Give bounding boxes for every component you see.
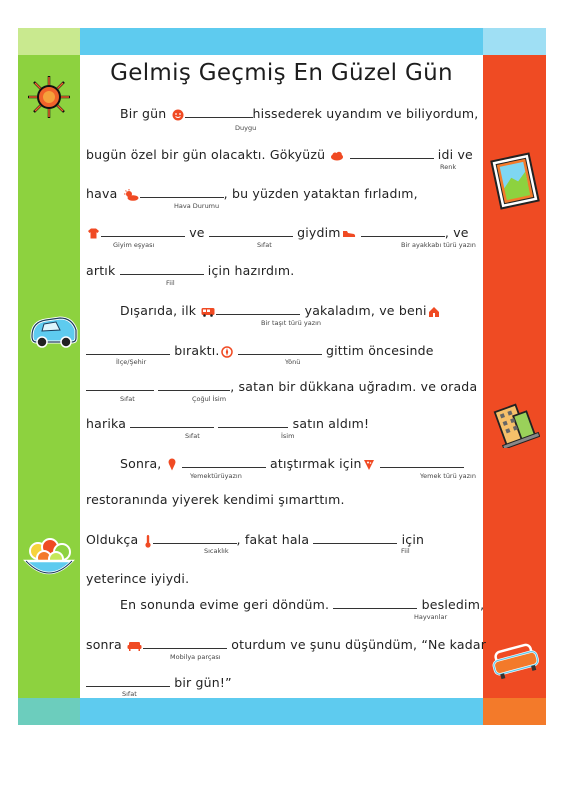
story-line-7: bıraktı. gittim öncesinde [86, 343, 434, 358]
blank-hayvanlar[interactable] [333, 597, 417, 609]
blank-yemek-1[interactable] [182, 456, 266, 468]
shirt-icon [87, 228, 100, 239]
story-line-2: bugün özel bir gün olacaktı. Gökyüzü idi ve [86, 147, 473, 162]
story-line-8: , satan bir dükkana uğradım. ve orada [86, 379, 477, 394]
blank-giyim[interactable] [101, 225, 185, 237]
blank-duygu[interactable] [185, 106, 253, 118]
story-line-11: restoranında yiyerek kendimi şımarttım. [86, 492, 345, 507]
hint-label: Fiil [166, 279, 175, 287]
hint-label: Bir ayakkabı türü yazın [401, 241, 476, 249]
hint-label: Yönü [285, 358, 301, 366]
house-icon [428, 306, 440, 318]
hint-label: Yemektürüyazın [190, 472, 242, 480]
story-line-9: harika satın aldım! [86, 416, 370, 431]
hint-label: Sıcaklık [204, 547, 229, 555]
shoe-icon [342, 229, 356, 238]
building-icon [490, 400, 540, 448]
cloud-icon [330, 151, 344, 161]
blank-isim[interactable] [218, 416, 288, 428]
story-line-5: artık için hazırdım. [86, 263, 295, 278]
blank-sicaklik[interactable] [153, 532, 237, 544]
blank-sifat-2[interactable] [86, 379, 154, 391]
couch-icon [127, 641, 142, 651]
hint-label: Sıfat [122, 690, 137, 698]
hint-label: Hava Durumu [174, 202, 220, 210]
bottom-band [80, 698, 483, 725]
hint-label: Sıfat [185, 432, 200, 440]
top-left-band [18, 28, 80, 55]
hint-label: Yemek türü yazın [420, 472, 476, 480]
blank-fiil[interactable] [120, 263, 204, 275]
story-line-1: Bir gün hissederek uyandım ve biliyordum, [120, 106, 479, 121]
sofa-icon [489, 638, 541, 682]
bottom-left-band [18, 698, 80, 725]
ice-cream-icon [167, 458, 177, 471]
story-line-12: Oldukça , fakat hala için [86, 532, 425, 547]
thermometer-icon [144, 534, 152, 548]
story-line-4: ve giydim , ve [86, 225, 469, 240]
blank-hava-durumu[interactable] [140, 186, 224, 198]
pizza-icon [363, 459, 375, 471]
page-title: Gelmiş Geçmiş En Güzel Gün [110, 60, 453, 86]
bottom-right-band [483, 698, 546, 725]
blank-fiil-2[interactable] [313, 532, 397, 544]
blank-sifat-3[interactable] [130, 416, 214, 428]
story-line-14: En sonunda evime geri döndüm. besledim, [120, 597, 485, 612]
story-line-15: sonra oturdum ve şunu düşündüm, “Ne kadar [86, 637, 487, 652]
story-line-13: yeterince iyiydi. [86, 571, 190, 586]
car-icon [26, 310, 80, 350]
compass-icon [221, 346, 233, 358]
hint-label: Sıfat [120, 395, 135, 403]
picture-frame-icon [490, 152, 540, 210]
bus-icon [201, 307, 215, 317]
hint-label: Hayvanlar [414, 613, 448, 621]
left-column [18, 55, 80, 698]
hint-label: Fiil [401, 547, 410, 555]
weather-icon [123, 189, 139, 201]
sun-icon [26, 74, 72, 120]
top-right-band [483, 28, 546, 55]
fruit-bowl-icon [22, 535, 76, 581]
hint-label: Çoğul İsim [192, 395, 227, 403]
blank-yonu[interactable] [238, 343, 322, 355]
hint-label: Giyim eşyası [113, 241, 155, 249]
hint-label: Bir taşıt türü yazın [261, 319, 322, 327]
blank-yemek-2[interactable] [380, 456, 464, 468]
hint-label: İlçe/Şehir [116, 358, 147, 366]
blank-cogul-isim[interactable] [158, 379, 230, 391]
hint-label: İsim [281, 432, 295, 440]
smiley-icon [172, 109, 184, 121]
story-line-3: hava , bu yüzden yataktan fırladım, [86, 186, 418, 201]
blank-sifat[interactable] [209, 225, 293, 237]
hint-label: Sıfat [257, 241, 272, 249]
blank-sifat-4[interactable] [86, 675, 170, 687]
hint-label: Duygu [235, 124, 257, 132]
blank-ilce[interactable] [86, 343, 170, 355]
blank-mobilya[interactable] [143, 637, 227, 649]
story-line-10: Sonra, atıştırmak için [120, 456, 464, 471]
hint-label: Mobilya parçası [170, 653, 221, 661]
top-band [80, 28, 483, 55]
story-line-16: bir gün!” [86, 675, 232, 690]
blank-renk[interactable] [350, 147, 434, 159]
blank-ayakkabi[interactable] [361, 225, 445, 237]
story-line-6: Dışarıda, ilk yakaladım, ve beni [120, 303, 441, 318]
hint-label: Renk [440, 163, 457, 171]
blank-tasit[interactable] [216, 303, 300, 315]
